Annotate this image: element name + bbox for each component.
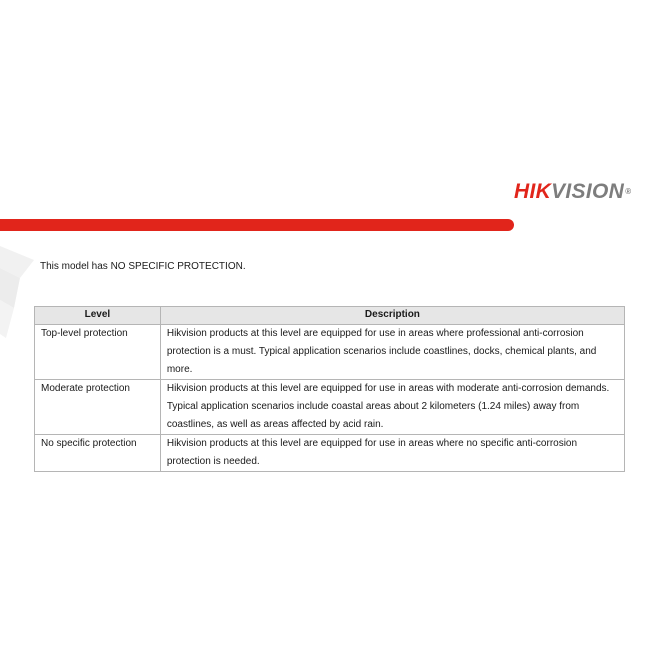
- description-cell: Hikvision products at this level are equipped for use in areas with moderate anti-corrosion demands. Typical application scenarios include coastal areas about 2 kilometers (1.24 miles) away from coastlines, as well as areas affected by acid rain.: [160, 380, 624, 435]
- hikvision-logo: [514, 180, 631, 204]
- table-row: [35, 435, 625, 472]
- table-row: [35, 325, 625, 380]
- logo-vision-text: VISION: [551, 180, 625, 203]
- level-cell: Moderate protection: [35, 380, 161, 435]
- protection-statement: This model has NO SPECIFIC PROTECTION.: [40, 261, 246, 272]
- header-description: Description: [160, 307, 624, 325]
- logo-hik-text: HIK: [514, 180, 552, 203]
- header-level: Level: [35, 307, 161, 325]
- description-cell: Hikvision products at this level are equipped for use in areas where no specific anti-corrosion protection is needed.: [160, 435, 624, 472]
- description-cell: Hikvision products at this level are equipped for use in areas where professional anti-corrosion protection is a must. Typical application scenarios include coastlines, docks, chemical plants, and more.: [160, 325, 624, 380]
- table-row: [35, 380, 625, 435]
- protection-levels-table: [34, 306, 625, 472]
- header-accent-bar: [0, 219, 514, 231]
- table-header-row: [35, 307, 625, 325]
- level-cell: No specific protection: [35, 435, 161, 472]
- level-cell: Top-level protection: [35, 325, 161, 380]
- logo-registered-mark: ®: [625, 187, 632, 196]
